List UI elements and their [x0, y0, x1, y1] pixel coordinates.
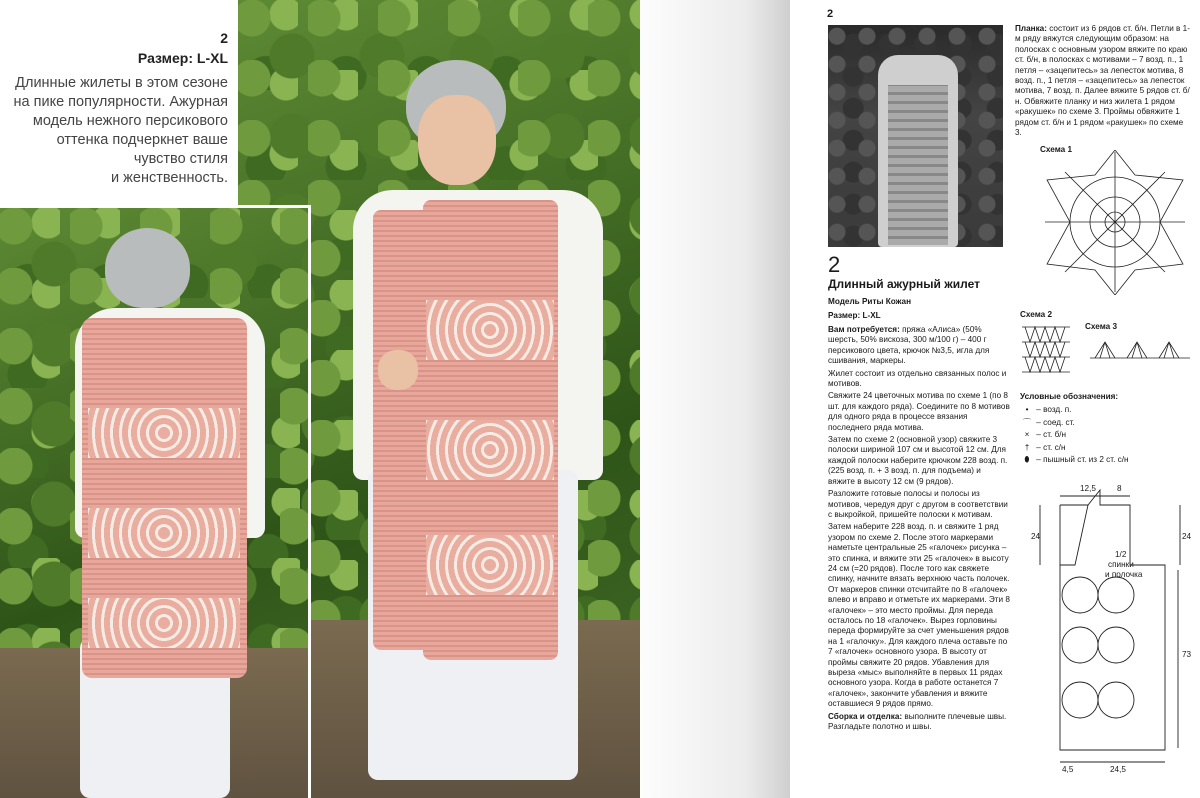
puff-stitch-symbol-icon: ⬮: [1024, 455, 1030, 465]
legend-text: соед. ст.: [1043, 417, 1075, 427]
paragraph: Затем по схеме 2 (основной узор) свяжите 3 полоски шириной 107 см и высотой 12 см. Для каждой полоски наберите крючком 228 возд. п. (225 возд. п. + 3 возд. п. для подъема) и вяжите в высоту 12 см (9 рядов).: [828, 435, 1008, 486]
bw-vest: [888, 85, 948, 245]
vest-motif-row: [426, 535, 554, 595]
model-number: 2: [220, 30, 228, 46]
assembly-text: выполните плечевые швы. Разгладьте полотно и швы.: [828, 711, 1007, 732]
intro-line: модель нежного персикового: [32, 113, 228, 129]
dim-top: 12,5: [1080, 484, 1096, 493]
big-model-number: 2: [828, 252, 841, 277]
chain-symbol-icon: •: [1025, 405, 1029, 415]
intro-line: оттенка подчеркнет ваше: [56, 132, 228, 148]
size: Размер: L-XL: [828, 311, 881, 320]
woman-face: [418, 95, 496, 185]
legend-item: † – ст. с/н: [1020, 443, 1195, 453]
paragraph: Жилет состоит из отдельно связанных полос и мотивов.: [828, 368, 1007, 389]
dim-top2: 8: [1117, 484, 1122, 493]
legend-text: ст. б/н: [1043, 430, 1067, 440]
article-title: Длинный ажурный жилет: [828, 277, 980, 291]
center-label-1: 1/2: [1115, 550, 1127, 559]
legend-text: возд. п.: [1043, 405, 1072, 415]
woman-hair: [105, 228, 190, 308]
vest-motif-row: [88, 598, 240, 648]
dim-right-height: 24: [1182, 532, 1192, 541]
assembly-label: Сборка и отделка:: [828, 711, 903, 721]
legend-item: × – ст. б/н: [1020, 430, 1195, 440]
vest-motif-row: [88, 508, 240, 558]
back-view-photo: [0, 205, 311, 798]
scheme3-label: Схема 3: [1085, 322, 1118, 331]
bw-photo: [828, 25, 1003, 247]
slip-stitch-symbol-icon: ⌒: [1022, 417, 1032, 427]
legend-item: ⬮ – пышный ст. из 2 ст. с/н: [1020, 455, 1195, 465]
planka-text: [1015, 24, 1190, 138]
planka-title: Планка:: [1015, 24, 1047, 33]
legend-text: ст. с/н: [1043, 442, 1066, 452]
vest-motif-row: [426, 300, 554, 360]
legend-title: Условные обозначения:: [1020, 392, 1119, 401]
scheme1-motif-diagram: [1045, 150, 1185, 295]
size-label: Размер: L-XL: [137, 50, 228, 66]
dim-bottom-2: 24,5: [1110, 765, 1126, 774]
legend-text: пышный ст. из 2 ст. с/н: [1043, 455, 1129, 465]
intro-text: [8, 74, 228, 188]
legend-item: • – возд. п.: [1020, 405, 1195, 415]
intro-line: и женственность.: [111, 170, 228, 186]
vest-motif-row: [88, 408, 240, 458]
instructions: [828, 325, 1010, 732]
paragraph: Разложите готовые полосы и полосы из мотивов, чередуя друг с другом в соответствии с выкройкой, пришейте полоски к мотивам.: [828, 489, 1008, 519]
vest-motif-row: [426, 420, 554, 480]
materials-label: Вам потребуется:: [828, 325, 900, 334]
legend-item: ⌒ – соед. ст.: [1020, 418, 1195, 428]
legend: [1020, 392, 1195, 467]
intro-line: на пике популярности. Ажурная: [13, 94, 228, 110]
materials-text: пряжа «Алиса» (50% шерсть, 50% вискоза, 300 м/100 г) – 400 г персикового цвета, крючок №3,5, игла для сшивания, маркеры.: [828, 325, 990, 366]
paragraph: Затем наберите 228 возд. п. и свяжите 1 ряд узором по схеме 2. После этого маркерами наметьте центральные 25 «галочек» рисунка – это спинка, и вяжите эти 25 «галочек» в высоту 24 см (=20 рядов). После того как свяжете спинку, начните вязать верхнюю часть полочек. От маркеров спинки отсчитайте по 8 «галочек» влево и вправо и отметьте их маркерами. Эти 8 «галочек» – это место проймы. Для переда осталось по 18 «галочек». Вырез горловины переда формируйте за счет уменьшения рядов на 1 «галочку». Для каждого плеча оставьте по 7 «галочек» основного узора. В высоту от проймы свяжите 20 рядов. Убавления для выреза «мыс» выполняйте в первых 11 рядах основного узора. Когда в работе останется 7 «галочек», закончите убавления и вяжите оставшиеся 9 рядов прямо.: [828, 522, 1010, 709]
paragraph: [828, 712, 1010, 733]
pattern-schematic: [1020, 480, 1195, 780]
scheme2-diagram: [1020, 322, 1075, 377]
page-number: 2: [827, 8, 834, 20]
woman-hand: [378, 350, 418, 390]
scheme2-label: Схема 2: [1020, 310, 1053, 319]
center-label-2: спинки: [1108, 560, 1134, 569]
dim-bottom-1: 4,5: [1062, 765, 1074, 774]
dim-left-height: 24: [1031, 532, 1041, 541]
intro-line: Длинные жилеты в этом сезоне: [15, 75, 228, 91]
author: Модель Риты Кожан: [828, 297, 912, 306]
book-gutter: [640, 0, 790, 798]
single-crochet-symbol-icon: ×: [1024, 430, 1030, 440]
intro-line: чувство стиля: [133, 151, 228, 167]
dim-total-height: 73: [1182, 650, 1192, 659]
right-magazine-page: [790, 0, 1200, 798]
intro-text-box: [0, 0, 238, 205]
scheme1-label: Схема 1: [1040, 145, 1073, 154]
double-crochet-symbol-icon: †: [1024, 442, 1030, 452]
planka-body: состоит из 6 рядов ст. б/н. Петли в 1-м ряду вяжутся следующим образом: на полосках с основным узором вяжите по краю ст. б/н, в полосках с мотивами – 7 возд. п., 1 петля – «зацепитесь» за лепесток мотива, 8 возд. п., 1 петля – «зацепитесь» за лепесток мотива, 7 возд. п. Далее вяжите 5 рядов ст. б/н. Обвяжите планку и низ жилета 1 рядом «ракушек» по схеме 3. Проймы обвяжите 1 рядом ст. б/н и 1 рядом «ракушек» по схеме 3.: [1015, 24, 1190, 138]
scheme3-diagram: [1090, 336, 1190, 362]
paragraph: Свяжите 24 цветочных мотива по схеме 1 (по 8 шт. для каждого ряда). Соедините по 8 мотивов для одного ряда в процессе вязания последнего ряда мотива.: [828, 391, 1010, 432]
materials: [828, 325, 1010, 367]
center-label-3: и полочка: [1105, 570, 1143, 579]
